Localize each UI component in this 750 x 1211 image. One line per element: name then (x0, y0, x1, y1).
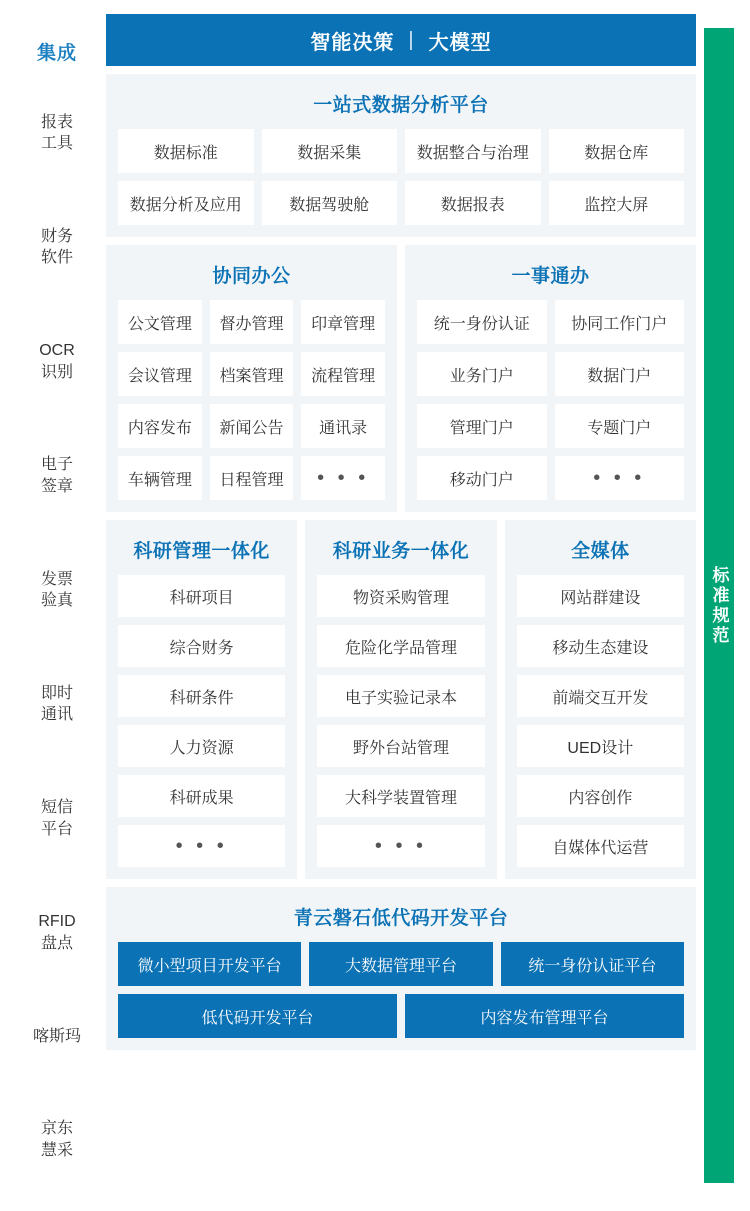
office-cell[interactable]: 印章管理 (301, 300, 385, 344)
standards-label: 标准规范 (709, 565, 729, 646)
research-biz-cell-more[interactable]: • • • (317, 825, 484, 867)
onestop-cell[interactable]: 数据门户 (555, 352, 685, 396)
research-biz-cell[interactable]: 危险化学品管理 (317, 625, 484, 667)
integration-item-invoice-verify[interactable] (16, 533, 98, 647)
all-media-grid (517, 575, 684, 867)
media-cell[interactable]: 自媒体代运营 (517, 825, 684, 867)
research-biz-cell[interactable]: 电子实验记录本 (317, 675, 484, 717)
office-onestop-row (106, 245, 696, 512)
office-cell[interactable]: 会议管理 (118, 352, 202, 396)
banner-label-decision: 智能决策 (310, 31, 395, 54)
integration-title: 集成 (36, 43, 77, 64)
onestop-cell-more[interactable]: • • • (555, 456, 685, 500)
all-media-title: 全媒体 (571, 541, 630, 562)
integration-item-line: RFID (38, 913, 76, 931)
integration-item-line: 签章 (40, 477, 73, 495)
research-biz-cell[interactable]: 野外台站管理 (317, 725, 484, 767)
research-business-panel (305, 520, 496, 879)
lowcode-button[interactable]: 内容发布管理平台 (405, 994, 684, 1038)
office-cell[interactable]: 流程管理 (301, 352, 385, 396)
office-cell[interactable]: 车辆管理 (118, 456, 202, 500)
research-management-title: 科研管理一体化 (133, 541, 270, 562)
office-cell[interactable]: 公文管理 (118, 300, 202, 344)
office-cell[interactable]: 督办管理 (210, 300, 294, 344)
office-cell[interactable]: 日程管理 (210, 456, 294, 500)
office-cell[interactable]: 新闻公告 (210, 404, 294, 448)
data-platform-cell[interactable]: 数据驾驶舱 (262, 181, 398, 225)
research-mgmt-cell[interactable]: 科研条件 (118, 675, 285, 717)
top-banner (106, 14, 696, 66)
data-platform-cell[interactable]: 监控大屏 (549, 181, 685, 225)
lowcode-button[interactable]: 大数据管理平台 (309, 942, 492, 986)
integration-item-line: 即时 (40, 684, 73, 702)
integration-item-finance-software[interactable] (16, 190, 98, 304)
integration-item-line: 通讯 (40, 706, 73, 724)
lowcode-button[interactable]: 统一身份认证平台 (501, 942, 684, 986)
integration-item-line: 盘点 (40, 934, 73, 952)
integration-item-e-signature[interactable] (16, 419, 98, 533)
lowcode-platform-panel (106, 887, 696, 1050)
standards-column (704, 28, 734, 1183)
research-biz-cell[interactable]: 大科学装置管理 (317, 775, 484, 817)
media-cell[interactable]: 网站群建设 (517, 575, 684, 617)
integration-item-line: 喀斯玛 (32, 1027, 81, 1045)
research-mgmt-cell[interactable]: 科研成果 (118, 775, 285, 817)
research-mgmt-cell[interactable]: 人力资源 (118, 725, 285, 767)
integration-item-line: OCR (39, 342, 75, 360)
integration-item-line: 工具 (40, 135, 73, 153)
integration-item-line: 验真 (40, 592, 73, 610)
one-stop-panel (405, 245, 696, 512)
collaborative-office-grid (118, 300, 385, 500)
all-media-panel (505, 520, 696, 879)
integration-item-line: 软件 (40, 249, 73, 267)
onestop-cell[interactable]: 管理门户 (417, 404, 547, 448)
integration-item-kasima[interactable] (16, 990, 98, 1083)
integration-item-ocr[interactable] (16, 305, 98, 419)
media-cell[interactable]: 内容创作 (517, 775, 684, 817)
research-business-title: 科研业务一体化 (332, 541, 470, 562)
office-cell[interactable]: 档案管理 (210, 352, 294, 396)
research-business-grid (317, 575, 484, 867)
research-media-row (106, 520, 696, 879)
research-mgmt-cell[interactable]: 科研项目 (118, 575, 285, 617)
office-cell-more[interactable]: • • • (301, 456, 385, 500)
data-platform-cell[interactable]: 数据仓库 (549, 129, 685, 173)
onestop-cell[interactable]: 业务门户 (417, 352, 547, 396)
integration-item-line: 发票 (40, 570, 73, 588)
one-stop-title: 一事通办 (511, 266, 590, 287)
lowcode-button[interactable]: 微小型项目开发平台 (118, 942, 301, 986)
main-content (106, 14, 696, 1197)
data-platform-cell[interactable]: 数据报表 (405, 181, 541, 225)
integration-item-line: 慧采 (40, 1141, 73, 1159)
integration-item-rfid[interactable] (16, 876, 98, 990)
integration-item-instant-messaging[interactable] (16, 647, 98, 761)
integration-item-line: 电子 (40, 456, 73, 474)
data-platform-grid (118, 129, 684, 225)
integration-item-line: 财务 (40, 227, 73, 245)
collaborative-office-panel (106, 245, 397, 512)
onestop-cell[interactable]: 统一身份认证 (417, 300, 547, 344)
office-cell[interactable]: 内容发布 (118, 404, 202, 448)
onestop-cell[interactable]: 专题门户 (555, 404, 685, 448)
office-cell[interactable]: 通讯录 (301, 404, 385, 448)
integration-item-line: 识别 (40, 363, 73, 381)
lowcode-platform-title: 青云磐石低代码开发平台 (293, 908, 509, 929)
media-cell[interactable]: 前端交互开发 (517, 675, 684, 717)
media-cell[interactable]: 移动生态建设 (517, 625, 684, 667)
research-biz-cell[interactable]: 物资采购管理 (317, 575, 484, 617)
lowcode-row-bottom (118, 994, 684, 1038)
integration-column (16, 14, 98, 1197)
integration-item-line: 报表 (40, 113, 73, 131)
media-cell[interactable]: UED设计 (517, 725, 684, 767)
data-platform-title: 一站式数据分析平台 (313, 95, 489, 116)
data-platform-cell[interactable]: 数据分析及应用 (118, 181, 254, 225)
data-platform-cell[interactable]: 数据采集 (262, 129, 398, 173)
banner-divider: | (408, 28, 415, 51)
lowcode-button[interactable]: 低代码开发平台 (118, 994, 397, 1038)
integration-item-report-tool[interactable] (16, 76, 98, 190)
integration-item-sms-platform[interactable] (16, 762, 98, 876)
data-platform-cell[interactable]: 数据整合与治理 (405, 129, 541, 173)
data-platform-panel (106, 74, 696, 237)
research-mgmt-cell-more[interactable]: • • • (118, 825, 285, 867)
onestop-cell[interactable]: 协同工作门户 (555, 300, 685, 344)
banner-label-llm: 大模型 (428, 31, 492, 54)
integration-item-line: 短信 (40, 799, 73, 817)
one-stop-grid (417, 300, 684, 500)
integration-item-line: 京东 (40, 1120, 73, 1138)
data-platform-cell[interactable]: 数据标准 (118, 129, 254, 173)
research-management-grid (118, 575, 285, 867)
integration-item-jd-huicai[interactable] (16, 1083, 98, 1197)
integration-item-line: 平台 (40, 820, 73, 838)
onestop-cell[interactable]: 移动门户 (417, 456, 547, 500)
research-management-panel (106, 520, 297, 879)
collaborative-office-title: 协同办公 (212, 266, 291, 287)
lowcode-row-top (118, 942, 684, 986)
research-mgmt-cell[interactable]: 综合财务 (118, 625, 285, 667)
